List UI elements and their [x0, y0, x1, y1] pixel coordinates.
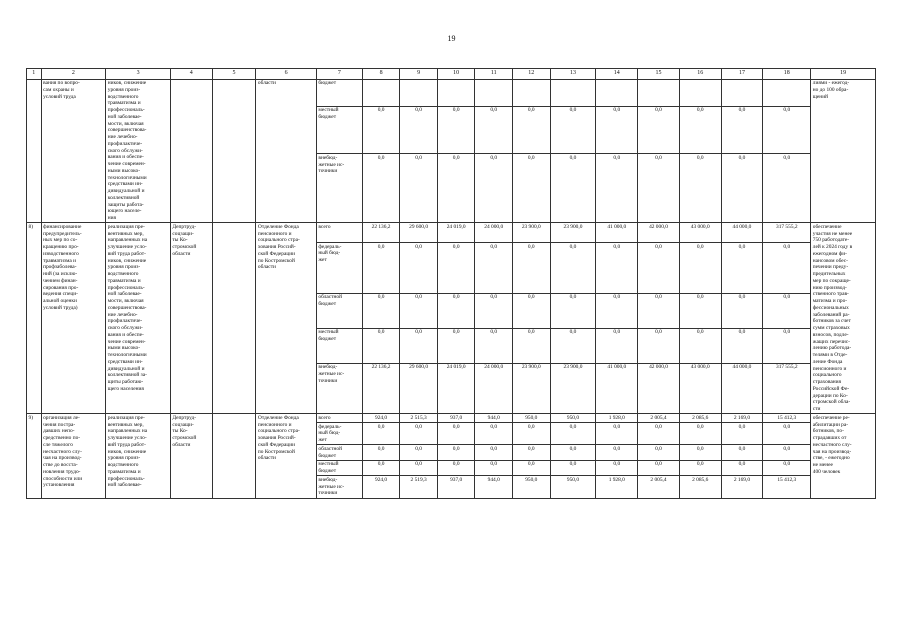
- header-row: [27, 69, 876, 80]
- measure-8-row-subrow: [27, 223, 876, 243]
- amount-cell: 0,0: [362, 460, 400, 476]
- row-number: 9): [27, 414, 42, 498]
- amount-cell: 0,0: [721, 460, 763, 476]
- amount-cell: 0,0: [638, 460, 680, 476]
- amount-cell: 950,0: [550, 476, 596, 498]
- header-cell: 2: [41, 69, 106, 80]
- header-cell: 17: [721, 69, 763, 80]
- executor: Депртруд- соцзащи- ты Ко- стромской области: [170, 223, 212, 414]
- header-cell: 18: [763, 69, 811, 80]
- amount-cell: 0,0: [400, 106, 438, 154]
- amount-cell: 0,0: [679, 154, 721, 223]
- amount-cell: 0,0: [550, 328, 596, 363]
- page-number: 19: [447, 34, 456, 43]
- amount-cell: 317 555,2: [763, 223, 811, 243]
- amount-cell: 0,0: [550, 243, 596, 293]
- amount-cell: 0,0: [400, 154, 438, 223]
- expected-result: обеспечение участия не менее 750 работодате- лей к 2024 году в ежегодном фи- нансовом обес- печении преду- предительных мер по сокраще- нию производ- ственного трав- матизма и про- фессиональных заболеваний ра- ботников за счет сумм страховых взносов, подле- жащих перечис- лению работода- телями в Отде- ление Фонда пенсионного и социального страхования Российской Фе- дерации по Ко- стромской обла- сти: [811, 223, 876, 414]
- amount-cell: 0,0: [721, 154, 763, 223]
- amount-cell: 29 600,0: [400, 363, 438, 413]
- amount-cell: 0,0: [362, 106, 400, 154]
- header-cell: 5: [212, 69, 256, 80]
- amount-cell: 24 019,0: [437, 363, 475, 413]
- amount-cell: [512, 79, 550, 106]
- measures-table: [26, 68, 876, 499]
- amount-cell: 2 005,4: [638, 476, 680, 498]
- amount-cell: 0,0: [638, 154, 680, 223]
- amount-cell: 0,0: [763, 328, 811, 363]
- amount-cell: 2 169,0: [721, 414, 763, 423]
- amount-cell: 1 928,0: [596, 476, 638, 498]
- amount-cell: 24 000,0: [475, 223, 513, 243]
- amount-cell: 0,0: [550, 106, 596, 154]
- amount-cell: 0,0: [596, 106, 638, 154]
- funding-source: внебюд- жетные ис- точники: [316, 476, 362, 498]
- header-cell: 9: [400, 69, 438, 80]
- amount-cell: 0,0: [721, 445, 763, 461]
- amount-cell: 0,0: [550, 154, 596, 223]
- amount-cell: 0,0: [400, 423, 438, 445]
- funding-source: всего: [316, 223, 362, 243]
- amount-cell: [475, 79, 513, 106]
- amount-cell: 0,0: [512, 328, 550, 363]
- amount-cell: 0,0: [763, 243, 811, 293]
- amount-cell: [550, 79, 596, 106]
- header-cell: 4: [170, 69, 212, 80]
- amount-cell: 950,0: [550, 414, 596, 423]
- amount-cell: 0,0: [362, 293, 400, 328]
- measure-name: вания по вопро- сам охраны и условий труда: [41, 79, 106, 223]
- amount-cell: 924,0: [362, 414, 400, 423]
- amount-cell: 950,0: [512, 476, 550, 498]
- amount-cell: 2 515,3: [400, 414, 438, 423]
- amount-cell: 0,0: [512, 243, 550, 293]
- amount-cell: 0,0: [721, 293, 763, 328]
- header-cell: 3: [106, 69, 171, 80]
- empty-cell: [212, 79, 256, 223]
- amount-cell: 937,0: [437, 414, 475, 423]
- measure-purpose: ников, снижение уровня произ- водственного травматизма и профессиональ- ной заболевае- мости, включая совершенствова- ние лечебно- профилактиче- ского обслужи- вания и обеспе- чение современ- ными высоко- технологичными средствами ин- дивидуальной и коллективной защиты работа- ющего населе- ния: [106, 79, 171, 223]
- amount-cell: 0,0: [550, 293, 596, 328]
- amount-cell: 0,0: [512, 106, 550, 154]
- amount-cell: 23 900,0: [550, 223, 596, 243]
- amount-cell: 0,0: [596, 328, 638, 363]
- amount-cell: 0,0: [550, 445, 596, 461]
- row-number: 8): [27, 223, 42, 414]
- amount-cell: 0,0: [638, 328, 680, 363]
- amount-cell: 0,0: [400, 243, 438, 293]
- amount-cell: 0,0: [512, 460, 550, 476]
- measure-name: организация ле- чения постра- давших непо- средственно по- сле тяжелого несчастного слу- чая на производ- стве до восста- новления трудо- способности или установления: [41, 414, 106, 498]
- amount-cell: 43 000,0: [679, 363, 721, 413]
- amount-cell: 44 000,0: [721, 223, 763, 243]
- amount-cell: 0,0: [721, 328, 763, 363]
- amount-cell: 0,0: [362, 445, 400, 461]
- amount-cell: 0,0: [437, 154, 475, 223]
- amount-cell: 317 555,2: [763, 363, 811, 413]
- amount-cell: 0,0: [596, 154, 638, 223]
- amount-cell: 0,0: [400, 293, 438, 328]
- amount-cell: 0,0: [596, 445, 638, 461]
- amount-cell: [679, 79, 721, 106]
- amount-cell: 0,0: [763, 460, 811, 476]
- amount-cell: 24 000,0: [475, 363, 513, 413]
- amount-cell: 0,0: [437, 423, 475, 445]
- header-cell: 11: [475, 69, 513, 80]
- empty-cell: [212, 414, 256, 498]
- amount-cell: 0,0: [596, 243, 638, 293]
- amount-cell: 1 928,0: [596, 414, 638, 423]
- amount-cell: 0,0: [475, 445, 513, 461]
- continued-row-subrow: [27, 79, 876, 106]
- amount-cell: 2 169,0: [721, 476, 763, 498]
- funding-source: областной бюджет: [316, 293, 362, 328]
- amount-cell: 0,0: [638, 423, 680, 445]
- measure-9-row-subrow: [27, 414, 876, 423]
- amount-cell: 0,0: [679, 328, 721, 363]
- amount-cell: 22 136,2: [362, 223, 400, 243]
- funding-source: местный бюджет: [316, 106, 362, 154]
- amount-cell: 22 136,2: [362, 363, 400, 413]
- funding-source: местный бюджет: [316, 328, 362, 363]
- amount-cell: 0,0: [437, 445, 475, 461]
- amount-cell: 15 412,3: [763, 414, 811, 423]
- header-cell: 10: [437, 69, 475, 80]
- measure-purpose: реализация пре- вентивных мер, направленных на улучшение усло- вий труда работ- ников, снижение уровня произ- водственного травматизма и профессиональ- ной заболевае-: [106, 414, 171, 498]
- amount-cell: 2 085,6: [679, 476, 721, 498]
- funding-source: федераль- ный бюд- жет: [316, 423, 362, 445]
- header-cell: 13: [550, 69, 596, 80]
- co-executor: области: [256, 79, 316, 223]
- amount-cell: 924,0: [362, 476, 400, 498]
- amount-cell: 0,0: [475, 328, 513, 363]
- co-executor: Отделение Фонда пенсионного и социального стра- хования Россий- ской Федерации по Костромской области: [256, 414, 316, 498]
- amount-cell: [437, 79, 475, 106]
- header-cell: 1: [27, 69, 42, 80]
- empty-cell: [212, 223, 256, 414]
- amount-cell: 0,0: [550, 460, 596, 476]
- amount-cell: 0,0: [721, 243, 763, 293]
- executor: Депртруд- соцзащи- ты Ко- стромской области: [170, 414, 212, 498]
- amount-cell: 0,0: [437, 106, 475, 154]
- amount-cell: 0,0: [437, 328, 475, 363]
- amount-cell: 15 412,3: [763, 476, 811, 498]
- amount-cell: 29 600,0: [400, 223, 438, 243]
- amount-cell: 0,0: [638, 243, 680, 293]
- amount-cell: 0,0: [437, 293, 475, 328]
- amount-cell: 23 900,0: [512, 223, 550, 243]
- amount-cell: 0,0: [475, 460, 513, 476]
- amount-cell: 2 085,6: [679, 414, 721, 423]
- amount-cell: 0,0: [475, 154, 513, 223]
- amount-cell: [596, 79, 638, 106]
- amount-cell: [721, 79, 763, 106]
- amount-cell: 0,0: [763, 293, 811, 328]
- amount-cell: 0,0: [512, 293, 550, 328]
- amount-cell: 0,0: [362, 423, 400, 445]
- measure-purpose: реализация пре- вентивных мер, направленных на улучшение усло- вий труда работ- ников, снижение уровня произ- водственного травматизма и профессиональ- ной заболевае- мости, включая совершенствова- ние лечебно- профилактиче- ского обслужи- вания и обеспе- чение современ- ными высоко- технологичными средствами ин- дивидуальной и коллективной за- щиты работаю- щего населения: [106, 223, 171, 414]
- header-cell: 19: [811, 69, 876, 80]
- amount-cell: 0,0: [475, 106, 513, 154]
- header-cell: 6: [256, 69, 316, 80]
- expected-result: лиями - ежегод- но до 100 обра- щений: [811, 79, 876, 223]
- amount-cell: 23 900,0: [512, 363, 550, 413]
- amount-cell: 0,0: [679, 460, 721, 476]
- funding-source: федераль- ный бюд- жет: [316, 243, 362, 293]
- amount-cell: 0,0: [763, 423, 811, 445]
- amount-cell: 0,0: [512, 445, 550, 461]
- measure-name: финансирование предупредитель- ных мер по со- кращению про- изводственного травматизма и профзаболева- ний (за исклю- чением финан- сирования про- ведения специ- альной оценки условий труда): [41, 223, 106, 414]
- funding-source: внебюд- жетные ис- точники: [316, 154, 362, 223]
- amount-cell: 0,0: [638, 106, 680, 154]
- amount-cell: 0,0: [596, 293, 638, 328]
- amount-cell: 0,0: [763, 154, 811, 223]
- amount-cell: 0,0: [679, 243, 721, 293]
- amount-cell: 950,0: [512, 414, 550, 423]
- amount-cell: [763, 79, 811, 106]
- expected-result: обеспечение ре- абилитации ра- ботников, по- страдавших от несчастного слу- чая на производ- стве, - ежегодно не менее 400 человек: [811, 414, 876, 498]
- amount-cell: [362, 79, 400, 106]
- amount-cell: 937,0: [437, 476, 475, 498]
- amount-cell: 0,0: [679, 423, 721, 445]
- amount-cell: 0,0: [475, 243, 513, 293]
- amount-cell: 0,0: [679, 445, 721, 461]
- executor: [170, 79, 212, 223]
- funding-source: всего: [316, 414, 362, 423]
- funding-source: внебюд- жетные ис- точники: [316, 363, 362, 413]
- amount-cell: 0,0: [437, 460, 475, 476]
- amount-cell: 0,0: [638, 445, 680, 461]
- amount-cell: 0,0: [721, 423, 763, 445]
- co-executor: Отделение Фонда пенсионного и социального стра- хования Россий- ской Федерации по Костромской области: [256, 223, 316, 414]
- amount-cell: 0,0: [512, 423, 550, 445]
- amount-cell: 23 900,0: [550, 363, 596, 413]
- amount-cell: 0,0: [362, 154, 400, 223]
- amount-cell: 42 000,0: [638, 363, 680, 413]
- amount-cell: 0,0: [400, 445, 438, 461]
- amount-cell: 41 000,0: [596, 363, 638, 413]
- amount-cell: 0,0: [763, 445, 811, 461]
- amount-cell: 0,0: [721, 106, 763, 154]
- amount-cell: 0,0: [550, 423, 596, 445]
- amount-cell: 0,0: [679, 106, 721, 154]
- funding-source: областной бюджет: [316, 445, 362, 461]
- header-cell: 7: [316, 69, 362, 80]
- amount-cell: 2 005,4: [638, 414, 680, 423]
- amount-cell: 0,0: [475, 293, 513, 328]
- funding-source: бюджет: [316, 79, 362, 106]
- row-number: [27, 79, 42, 223]
- amount-cell: 0,0: [400, 328, 438, 363]
- amount-cell: 0,0: [362, 328, 400, 363]
- amount-cell: 41 000,0: [596, 223, 638, 243]
- amount-cell: 944,0: [475, 414, 513, 423]
- amount-cell: 0,0: [475, 423, 513, 445]
- funding-source: местный бюджет: [316, 460, 362, 476]
- header-cell: 8: [362, 69, 400, 80]
- amount-cell: 944,0: [475, 476, 513, 498]
- amount-cell: 43 000,0: [679, 223, 721, 243]
- amount-cell: 0,0: [596, 460, 638, 476]
- amount-cell: 24 019,0: [437, 223, 475, 243]
- header-cell: 12: [512, 69, 550, 80]
- amount-cell: [400, 79, 438, 106]
- amount-cell: 42 000,0: [638, 223, 680, 243]
- amount-cell: 0,0: [763, 106, 811, 154]
- amount-cell: 0,0: [362, 243, 400, 293]
- amount-cell: 44 000,0: [721, 363, 763, 413]
- amount-cell: 0,0: [400, 460, 438, 476]
- amount-cell: 0,0: [679, 293, 721, 328]
- amount-cell: [638, 79, 680, 106]
- amount-cell: 0,0: [638, 293, 680, 328]
- header-cell: 15: [638, 69, 680, 80]
- amount-cell: 2 519,3: [400, 476, 438, 498]
- amount-cell: 0,0: [512, 154, 550, 223]
- amount-cell: 0,0: [596, 423, 638, 445]
- header-cell: 16: [679, 69, 721, 80]
- header-cell: 14: [596, 69, 638, 80]
- amount-cell: 0,0: [437, 243, 475, 293]
